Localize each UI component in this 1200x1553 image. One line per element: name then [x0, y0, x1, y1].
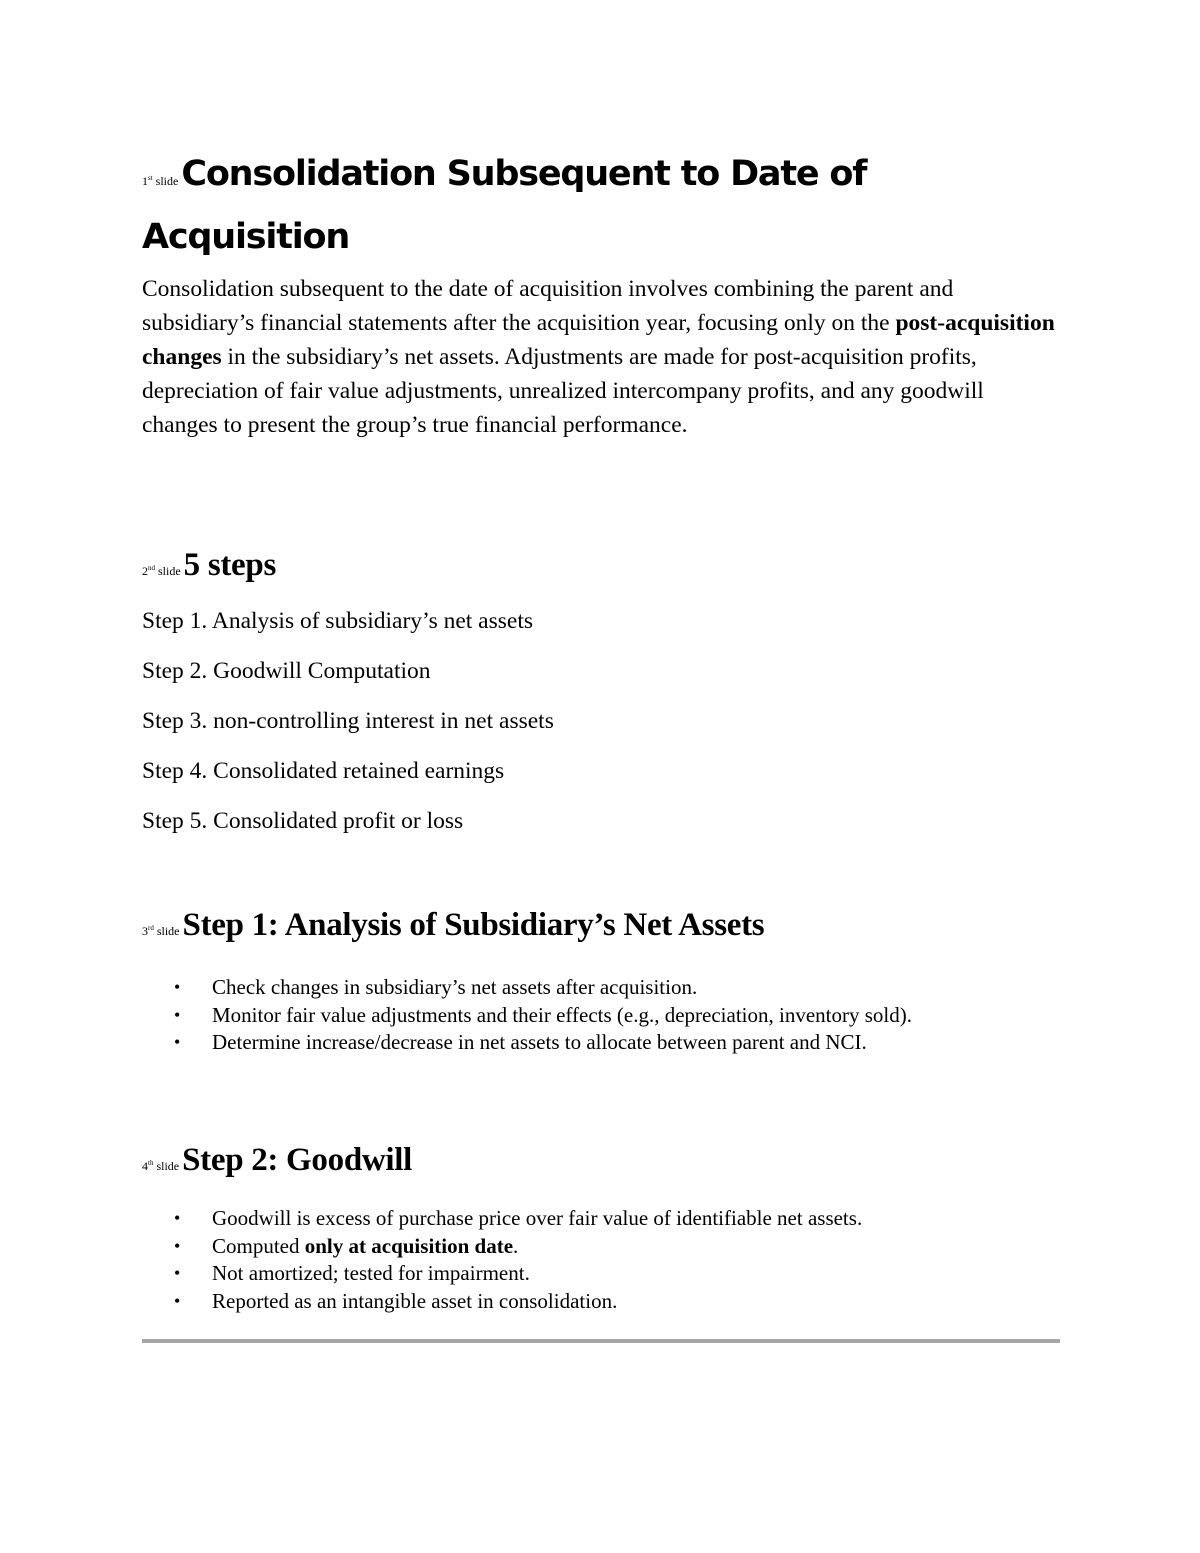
- step1-bullet-list: [142, 974, 912, 1057]
- list-item: Step 5. Consolidated profit or loss: [142, 808, 464, 834]
- horizontal-rule: [142, 1339, 1060, 1343]
- bullet-icon: •: [174, 1032, 181, 1052]
- slide-1-title-text: Consolidation Subsequent to Date of Acquisition: [142, 154, 867, 257]
- slide-2-tag: 2nd slide: [142, 564, 181, 578]
- bullet-icon: •: [174, 1004, 181, 1025]
- list-item: • Goodwill is excess of purchase price over fair value of identifiable net assets.: [142, 1205, 862, 1233]
- slide-4-title: [142, 1140, 412, 1186]
- list-item: Step 4. Consolidated retained earnings: [142, 758, 505, 784]
- intro-paragraph: Consolidation subsequent to the date of acquisition involves combining the parent and subsidiary’s financial statements after the acquisition year, focusing only on the post-acquisition changes in the subsidiary’s net assets. Adjustments are made for post-acquisition profits, depreciation of fair value adjustments, unrealized intercompany profits, and any goodwill changes to present the group’s true financial performance.: [142, 276, 1055, 438]
- list-item: Step 3. non-controlling interest in net assets: [142, 708, 554, 734]
- slide-3-title-text: Step 1: Analysis of Subsidiary’s Net Assets: [182, 907, 765, 943]
- bullet-icon: •: [174, 1263, 181, 1283]
- intro-emphasis: post-acquisition changes: [142, 310, 1055, 370]
- steps-list: [142, 604, 554, 854]
- slide-2-title: [142, 545, 276, 591]
- list-item: • Check changes in subsidiary’s net assets after acquisition.: [142, 974, 912, 1002]
- list-item: • Reported as an intangible asset in consolidation.: [142, 1288, 862, 1316]
- slide-4-title-text: Step 2: Goodwill: [182, 1142, 413, 1178]
- bullet-icon: •: [174, 977, 181, 997]
- bullet-icon: •: [174, 1235, 181, 1256]
- goodwill-emphasis: only at acquisition date: [304, 1233, 514, 1258]
- slide-3-title: [142, 905, 764, 951]
- slide-2-title-text: 5 steps: [183, 547, 276, 583]
- list-item: • Not amortized; tested for impairment.: [142, 1260, 862, 1288]
- list-item: • Monitor fair value adjustments and their effects (e.g., depreciation, inventory sold).: [142, 1002, 912, 1030]
- document-page: [142, 0, 1060, 1553]
- list-item: Step 1. Analysis of subsidiary’s net assets: [142, 608, 533, 634]
- slide-3-tag: 3rd slide: [142, 924, 180, 938]
- slide-4-tag: 4th slide: [142, 1159, 180, 1173]
- step2-bullet-list: [142, 1205, 862, 1315]
- list-item: Step 2. Goodwill Computation: [142, 658, 431, 684]
- bullet-icon: •: [174, 1290, 181, 1311]
- bullet-icon: •: [174, 1208, 181, 1228]
- list-item: • Determine increase/decrease in net assets to allocate between parent and NCI.: [142, 1029, 912, 1057]
- slide-1-tag: 1st slide: [142, 174, 179, 188]
- slide-1-title: [142, 146, 1060, 265]
- list-item: • Computed only at acquisition date.: [142, 1233, 862, 1261]
